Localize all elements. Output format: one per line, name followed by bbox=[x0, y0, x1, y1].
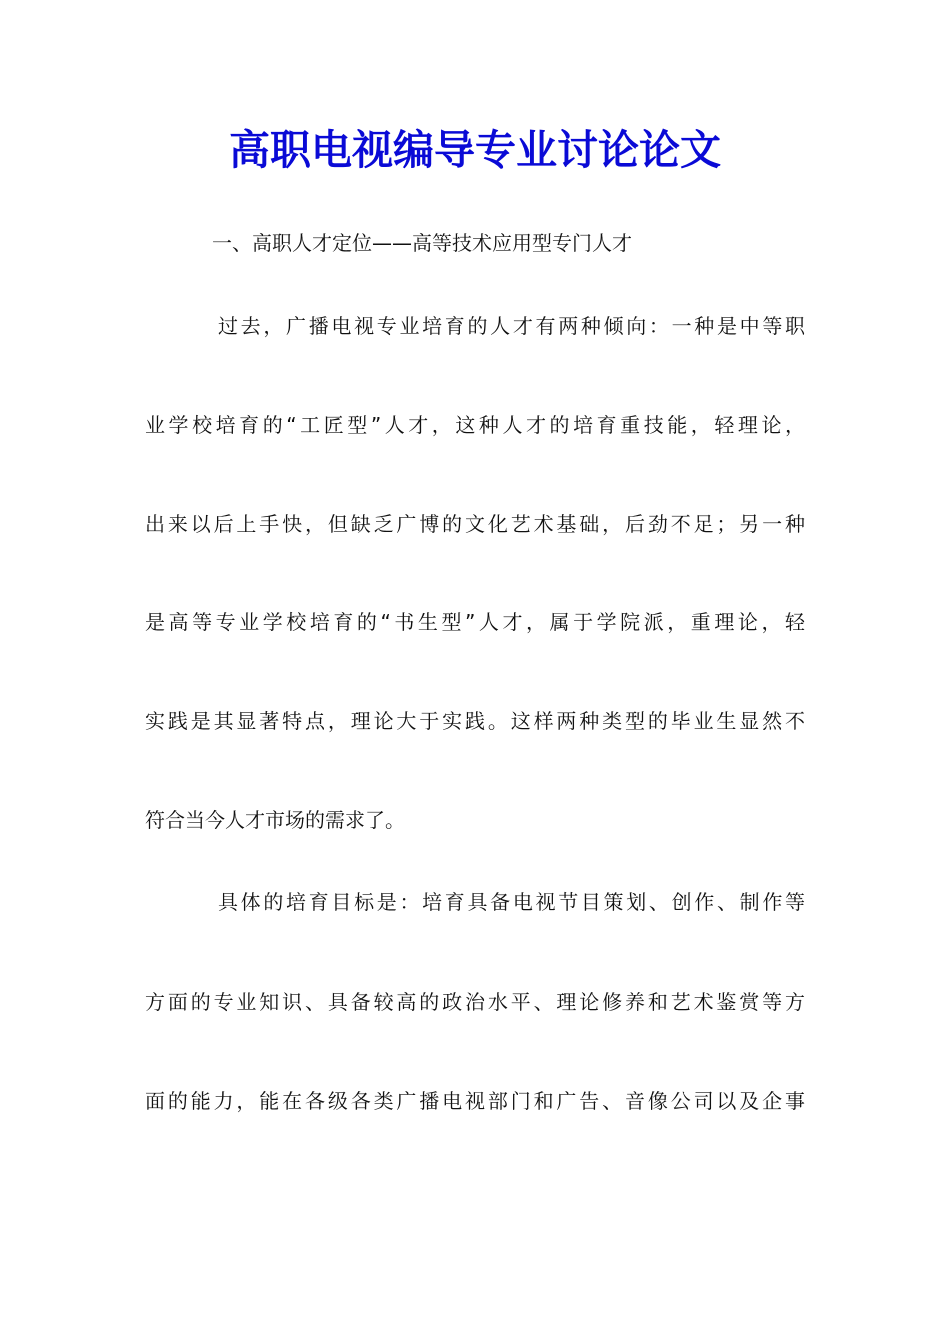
paragraph-1-line-3: 出来以后上手快，但缺乏广博的文化艺术基础，后劲不足；另一种 bbox=[145, 512, 808, 536]
document-title: 高职电视编导专业讨论论文 bbox=[229, 126, 721, 174]
section-heading: 一、高职人才定位——高等技术应用型专门人才 bbox=[212, 231, 632, 255]
paragraph-1-line-5: 实践是其显著特点，理论大于实践。这样两种类型的毕业生显然不 bbox=[145, 709, 808, 733]
paragraph-2-line-1: 具体的培育目标是：培育具备电视节目策划、创作、制作等 bbox=[218, 890, 808, 914]
paragraph-2-line-2: 方面的专业知识、具备较高的政治水平、理论修养和艺术鉴赏等方 bbox=[145, 990, 808, 1014]
paragraph-1-line-2: 业学校培育的“工匠型”人才，这种人才的培育重技能，轻理论， bbox=[145, 413, 809, 437]
paragraph-1-line-6: 符合当今人才市场的需求了。 bbox=[145, 808, 405, 832]
paragraph-1-line-4: 是高等专业学校培育的“书生型”人才，属于学院派，重理论，轻 bbox=[145, 610, 809, 634]
paragraph-2-line-3: 面的能力，能在各级各类广播电视部门和广告、音像公司以及企事 bbox=[145, 1089, 808, 1113]
paragraph-1-line-1: 过去，广播电视专业培育的人才有两种倾向：一种是中等职 bbox=[218, 314, 808, 338]
